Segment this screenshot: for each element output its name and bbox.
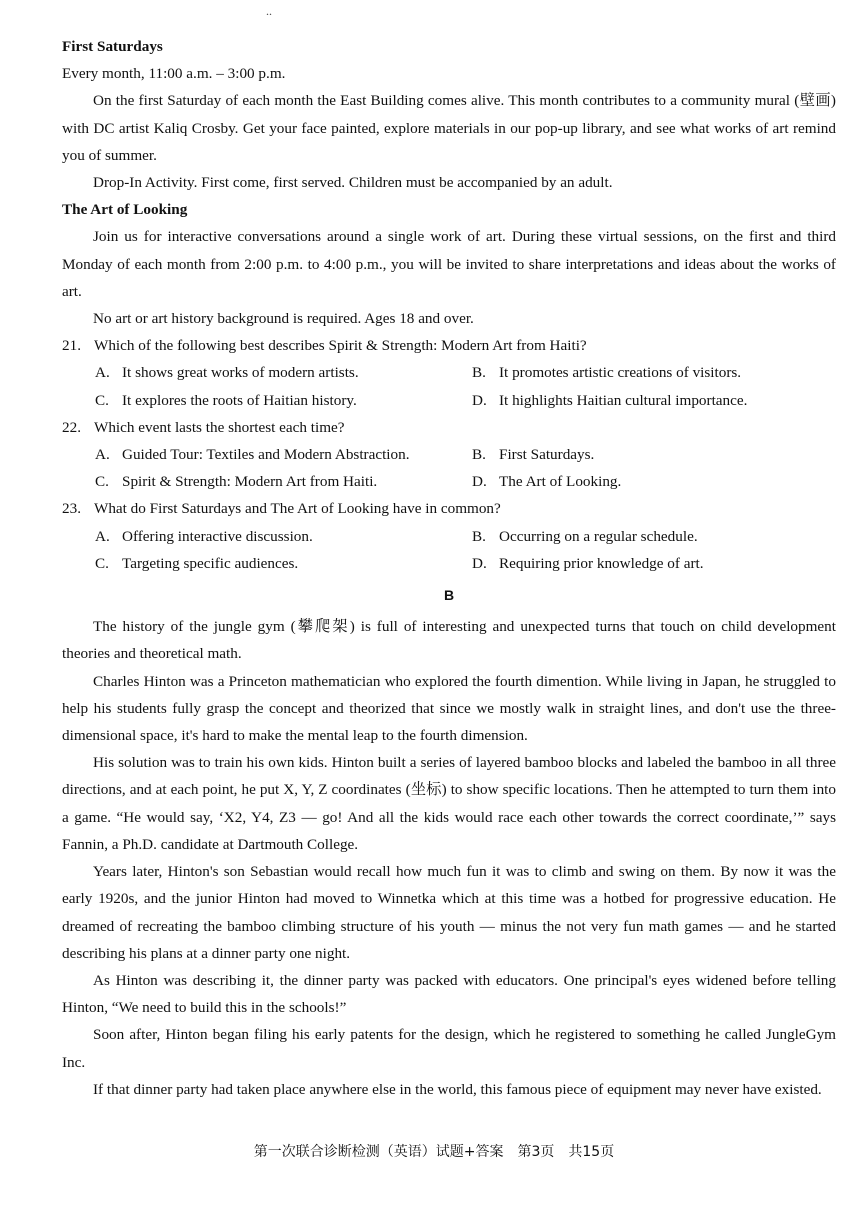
option-d[interactable]: [472, 550, 836, 577]
option-letter: A.: [95, 364, 110, 382]
option-text: Occurring on a regular schedule.: [499, 527, 698, 545]
option-grid: [62, 359, 836, 413]
option-text: It highlights Haitian cultural importance.: [499, 391, 748, 409]
option-c[interactable]: [95, 387, 472, 414]
option-letter: C.: [95, 554, 109, 572]
option-a[interactable]: [95, 441, 472, 468]
section-label: B: [443, 587, 455, 604]
passage-paragraph: Years later, Hinton's son Sebastian would recall how much fun it was to climb and swing on them. By now it was the early 1920s, and the junior Hinton had moved to Winnetka which at this time was a hotbed for progressive education. He dreamed of recreating the bamboo climbing structure of his youth — minus the not very fun math games — and he started describing his plans at a dinner party one night.: [62, 863, 836, 962]
option-text: It promotes artistic creations of visitors.: [499, 364, 742, 382]
passage-paragraph: His solution was to train his own kids. Hinton built a series of layered bamboo blocks and labeled the bamboo in all three directions, and at each point, he put X, Y, Z coordinates (坐标) to show specific locations. Then he attempted to turn them into a game. “He would say, ‘X2, Y4, Z3 — go! And all the kids would race each other towards the correct coordinate,’” says Fannin, a Ph.D. candidate at Dartmouth College.: [62, 754, 836, 853]
question-23: [62, 495, 836, 577]
question-21: [62, 332, 836, 414]
option-text: Requiring prior knowledge of art.: [499, 554, 704, 572]
passage-paragraph: Soon after, Hinton began filing his early patents for the design, which he registered to something he called JungleGym Inc.: [62, 1026, 836, 1071]
event-description: On the first Saturday of each month the East Building comes alive. This month contributes to a community mural (壁画) with DC artist Kaliq Crosby. Get your face painted, explore materials in our pop-up library, and see what works of art remind you of summer.: [62, 92, 836, 164]
option-b[interactable]: [472, 359, 836, 386]
option-text: Spirit & Strength: Modern Art from Haiti.: [122, 473, 378, 491]
option-a[interactable]: [95, 523, 472, 550]
option-letter: A.: [95, 527, 110, 545]
page-footer: 第一次联合诊断检测（英语）试题+答案 第3页 共15页: [253, 1144, 615, 1160]
option-grid: [62, 523, 836, 577]
option-letter: C.: [95, 473, 109, 491]
event-first-saturdays: [62, 33, 836, 196]
option-letter: A.: [95, 446, 110, 464]
scan-marks: ..: [266, 4, 272, 18]
event-note: Drop-In Activity. First come, first served. Children must be accompanied by an adult.: [93, 174, 613, 192]
option-a[interactable]: [95, 359, 472, 386]
question-text: Which of the following best describes Spirit & Strength: Modern Art from Haiti?: [94, 337, 587, 355]
passage-paragraph: As Hinton was describing it, the dinner party was packed with educators. One principal's eyes widened before telling Hinton, “We need to build this in the schools!”: [62, 971, 836, 1017]
passage-paragraph: If that dinner party had taken place anywhere else in the world, this famous piece of equipment may never have existed.: [93, 1080, 822, 1098]
event-title: The Art of Looking: [62, 201, 188, 219]
question-stem: [62, 414, 836, 441]
question-22: [62, 414, 836, 496]
option-b[interactable]: [472, 523, 836, 550]
passage-paragraph: The history of the jungle gym (攀爬架) is full of interesting and unexpected turns that touch on child development theories and theoretical math.: [62, 618, 836, 663]
question-stem: [62, 495, 836, 522]
option-b[interactable]: [472, 441, 836, 468]
question-stem: [62, 332, 836, 359]
option-letter: D.: [472, 391, 487, 409]
option-text: Guided Tour: Textiles and Modern Abstraction.: [122, 446, 410, 464]
option-text: The Art of Looking.: [499, 473, 622, 491]
event-note: No art or art history background is required. Ages 18 and over.: [93, 310, 474, 328]
option-letter: B.: [472, 527, 486, 545]
option-c[interactable]: [95, 468, 472, 495]
option-text: First Saturdays.: [499, 446, 595, 464]
option-d[interactable]: [472, 468, 836, 495]
question-number: 21.: [62, 337, 81, 355]
passage-b: [62, 582, 836, 1103]
option-letter: B.: [472, 446, 486, 464]
option-letter: B.: [472, 364, 486, 382]
event-art-of-looking: [62, 196, 836, 332]
question-text: What do First Saturdays and The Art of Looking have in common?: [94, 500, 501, 518]
option-d[interactable]: [472, 387, 836, 414]
event-schedule: Every month, 11:00 a.m. – 3:00 p.m.: [62, 65, 286, 83]
question-text: Which event lasts the shortest each time?: [94, 418, 345, 436]
option-c[interactable]: [95, 550, 472, 577]
event-description: Join us for interactive conversations around a single work of art. During these virtual sessions, on the first and third Monday of each month from 2:00 p.m. to 4:00 p.m., you will be invited to share interpretations and ideas about the works of art.: [62, 228, 836, 300]
event-title: First Saturdays: [62, 38, 163, 55]
option-text: Targeting specific audiences.: [122, 554, 299, 572]
passage-paragraph: Charles Hinton was a Princeton mathematician who explored the fourth dimention. While living in Japan, he struggled to help his students fully grasp the concept and theorized that since we mostly walk in straight lines, and don't use the three-dimensional space, it's hard to make the mental leap to the fourth dimension.: [62, 672, 836, 745]
question-list: [62, 332, 836, 577]
question-number: 22.: [62, 418, 81, 436]
option-text: Offering interactive discussion.: [122, 527, 313, 545]
option-letter: D.: [472, 473, 487, 491]
option-grid: [62, 441, 836, 495]
option-text: It explores the roots of Haitian history.: [122, 391, 357, 409]
option-letter: D.: [472, 554, 487, 572]
option-text: It shows great works of modern artists.: [122, 364, 359, 382]
option-letter: C.: [95, 391, 109, 409]
question-number: 23.: [62, 500, 81, 518]
